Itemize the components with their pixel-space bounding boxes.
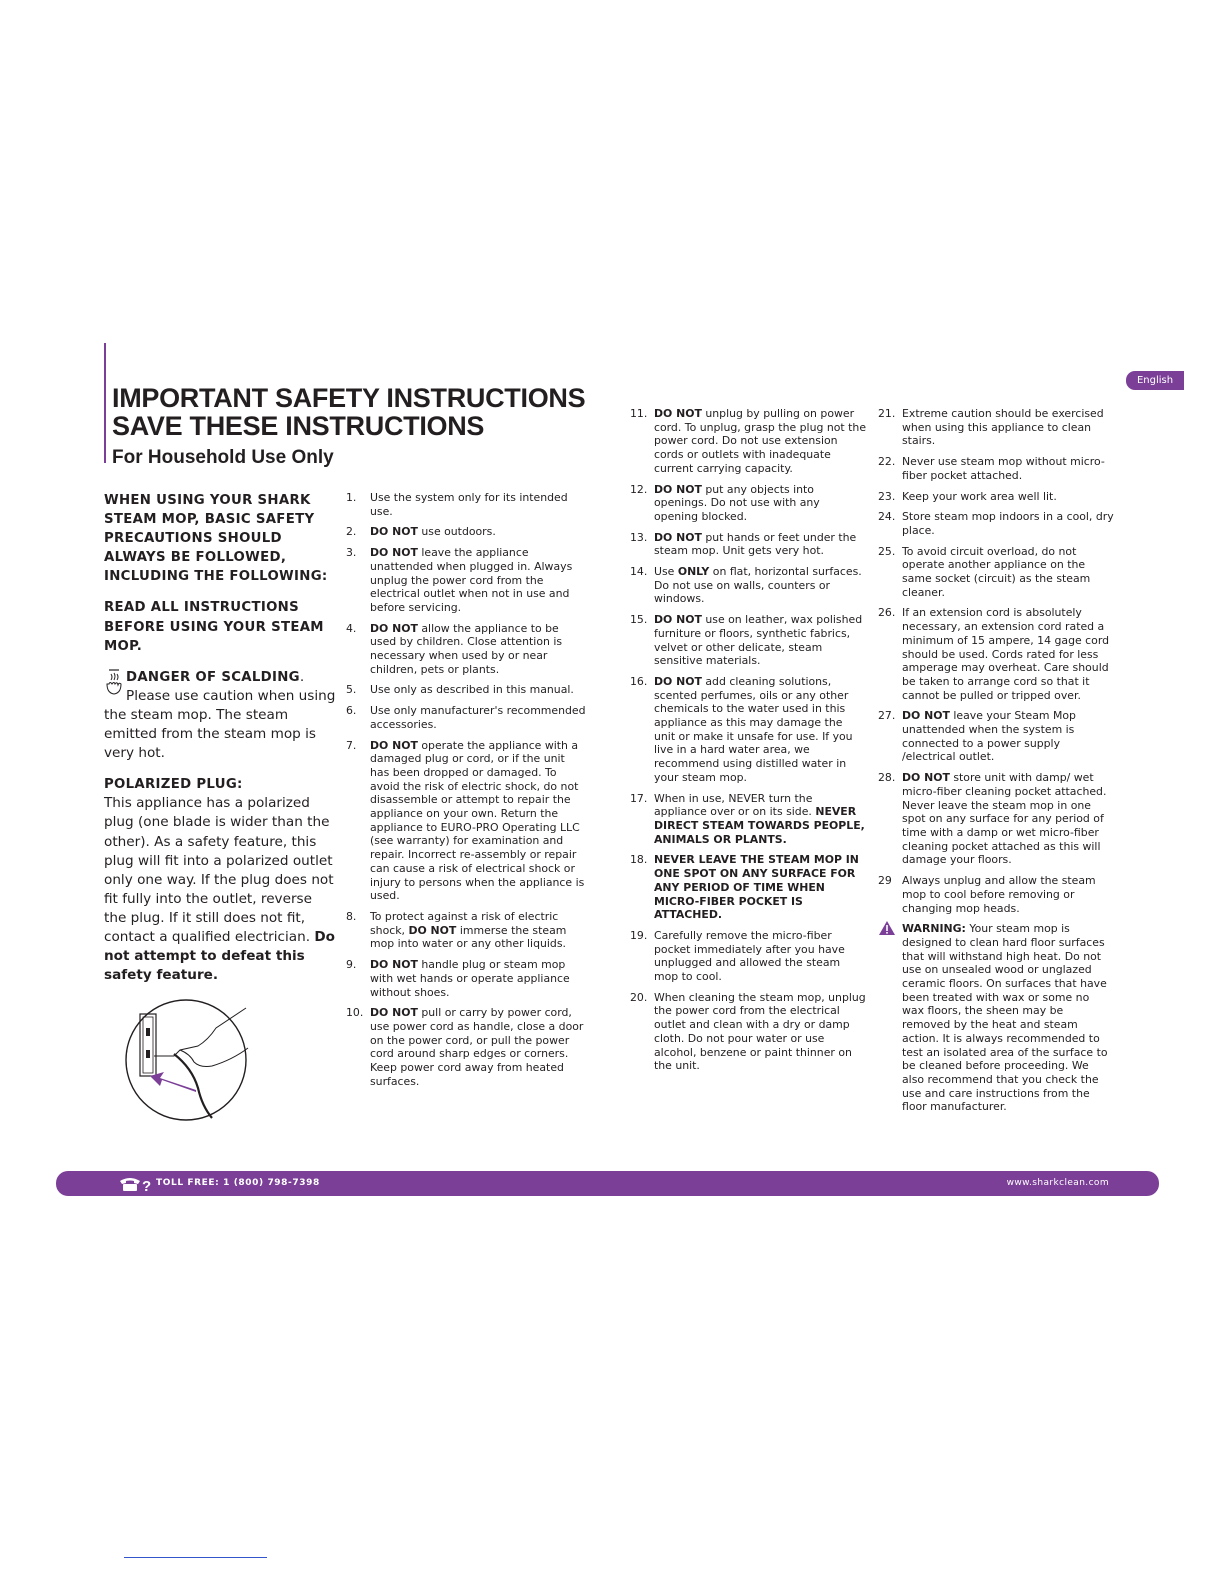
list-item: 29 Always unplug and allow the steam mop to cool before removing or changing mop heads. xyxy=(878,874,1096,915)
list-item: 7. DO NOT operate the appliance with a damaged plug or cord, or if the unit has been dropped or damaged. To avoid the risk of electric shock, do not disassemble or attempt to repair the appliance on your own. Return the appliance to EURO-PRO Operating LLC (see warranty) for examination and repair. Incorrect re-assembly or repair can cause a risk of electrical shock or injury to persons when the appliance is used. xyxy=(346,738,585,903)
intro-heading: WHEN USING YOUR SHARK STEAM MOP, BASIC SAFETY PRECAUTIONS SHOULD ALWAYS BE FOLLOWED, INCLUDING THE FOLLOWING: xyxy=(104,493,328,585)
list-item: 12. DO NOT put any objects into openings. Do not use with any opening blocked. xyxy=(630,482,820,523)
list-item: 11. DO NOT unplug by pulling on power cord. To unplug, grasp the plug not the power cord. Do not use extension cords or outlets with inadequate current carrying capacity. xyxy=(630,407,867,475)
instructions-column-1 xyxy=(346,491,586,1095)
list-item: 17. When in use, NEVER turn the appliance over or on its side. NEVER DIRECT STEAM TOWARDS PEOPLE, ANIMALS OR PLANTS. xyxy=(630,791,865,846)
polarized-plug-text: This appliance has a polarized plug (one blade is wider than the other). As a safety feature, this plug will fit into a polarized outlet only one way. If the plug does not fit fully into the outlet, reverse the plug. If it still does not fit, contact a qualified electrician. xyxy=(104,795,334,945)
list-item: 20. When cleaning the steam mop, unplug the power cord from the electrical outlet and clean with a dry or damp cloth. Do not pour water or use alcohol, benzene or paint thinner on the unit. xyxy=(630,990,866,1073)
steam-hand-icon xyxy=(104,668,124,696)
title-accent-bar xyxy=(104,343,106,463)
language-tab[interactable]: English xyxy=(1126,371,1184,390)
list-item: 1. Use the system only for its intended use. xyxy=(346,491,568,518)
danger-title-period: . xyxy=(299,668,305,685)
danger-text: Please use caution when using the steam mop. The steam emitted from the steam mop is very hot. xyxy=(104,687,336,762)
danger-paragraph xyxy=(104,668,336,763)
footer-bar xyxy=(56,1171,1159,1196)
instructions-column-2 xyxy=(630,407,866,1080)
instructions-column-3 xyxy=(878,407,1114,1121)
read-instructions-heading: READ ALL INSTRUCTIONS BEFORE USING YOUR STEAM MOP. xyxy=(104,600,324,654)
danger-title: DANGER OF SCALDING xyxy=(126,669,300,685)
warning-block xyxy=(878,922,1114,1114)
list-item: 19. Carefully remove the micro-fiber pocket immediately after you have unplugged and allowed the steam mop to cool. xyxy=(630,928,845,984)
list-item: 23. Keep your work area well lit. xyxy=(878,489,1057,503)
page-subtitle: For Household Use Only xyxy=(112,447,334,468)
list-item: 24. Store steam mop indoors in a cool, dry place. xyxy=(878,510,1114,537)
plug-outlet-illustration xyxy=(120,998,252,1122)
list-item: 18. NEVER LEAVE THE STEAM MOP IN ONE SPOT ON ANY SURFACE FOR ANY PERIOD OF TIME WHEN MICRO-FIBER POCKET IS ATTACHED. xyxy=(630,853,859,922)
svg-text:?: ? xyxy=(142,1178,152,1193)
phone-question-icon xyxy=(118,1175,152,1193)
list-item: 14. Use ONLY on flat, horizontal surfaces. Do not use on walls, counters or windows. xyxy=(630,565,862,606)
polarized-plug-warning: Do not attempt to defeat this safety feature. xyxy=(104,928,335,984)
page-link-underline xyxy=(124,1557,267,1558)
list-item: 27. DO NOT leave your Steam Mop unattended when the system is connected to a power supply /electrical outlet. xyxy=(878,709,1076,764)
list-item: 3. DO NOT leave the appliance unattended when plugged in. Always unplug the power cord from the electrical outlet when not in use and before servicing. xyxy=(346,546,573,614)
list-item: 26. If an extension cord is absolutely necessary, an extension cord rated a minimum of 15 ampere, 14 gage cord should be used. Cords rated for less amperage may overheat. Care should be taken to arrange cord so that it cannot be pulled or tripped over. xyxy=(878,606,1110,702)
list-item: 25. To avoid circuit overload, do not operate another appliance on the same socket (circuit) as the steam cleaner. xyxy=(878,544,1091,599)
title-block xyxy=(112,384,632,470)
list-item: 10. DO NOT pull or carry by power cord, use power cord as handle, close a door on the power cord, or pull the power cord around sharp edges or corners. Keep power cord away from heated surfaces. xyxy=(346,1006,584,1088)
list-item: 5. Use only as described in this manual. xyxy=(346,683,574,697)
list-item: 16. DO NOT add cleaning solutions, scented perfumes, oils or any other chemicals to the water used in this appliance as this may damage the unit or make it unsafe for use. If you live in a hard water area, we recommend using distilled water in your steam mop. xyxy=(630,674,853,784)
list-item: 28. DO NOT store unit with damp/ wet micro-fiber cleaning pocket attached. Never leave the steam mop in one spot on any surface for any period of time with a damp or wet micro-fiber cleaning pocket attached as this will damage your floors. xyxy=(878,771,1107,867)
warning-label: WARNING: xyxy=(902,922,966,936)
list-item: 15. DO NOT use on leather, wax polished furniture or floors, synthetic fabrics, velvet or other delicate, steam sensitive materials. xyxy=(630,613,863,668)
list-item: 22. Never use steam mop without micro-fiber pocket attached. xyxy=(878,455,1105,482)
polarized-plug-paragraph xyxy=(104,775,336,985)
list-item: 2. DO NOT use outdoors. xyxy=(346,525,496,539)
website-link[interactable]: www.sharkclean.com xyxy=(1006,1178,1109,1188)
page-title: IMPORTANT SAFETY INSTRUCTIONS xyxy=(112,383,586,413)
list-item: 8. To protect against a risk of electric shock, DO NOT immerse the steam mop into water or any other liquids. xyxy=(346,909,567,951)
polarized-plug-heading: POLARIZED PLUG: xyxy=(104,777,243,793)
list-item: 9. DO NOT handle plug or steam mop with wet hands or operate appliance without shoes. xyxy=(346,958,570,999)
page-title-secondary: SAVE THESE INSTRUCTIONS xyxy=(112,411,485,441)
list-item: 13. DO NOT put hands or feet under the steam mop. Unit gets very hot. xyxy=(630,530,857,558)
warning-triangle-icon xyxy=(878,920,896,936)
list-item: 21. Extreme caution should be exercised when using this appliance to clean stairs. xyxy=(878,407,1104,448)
list-item: 4. DO NOT allow the appliance to be used by children. Close attention is necessary when used by or near children, pets or plants. xyxy=(346,621,563,676)
warning-text: Your steam mop is designed to clean hard floor surfaces that will withstand high heat. Do not use on unsealed wood or unglazed ceramic floors. On surfaces that have been treated with wax or some no wax floors, the sheen may be removed by the heat and steam action. It is always recommended to test an isolated area of the surface to be cleaned before proceeding. We also recommend that you check the use and care instructions from the floor manufacturer. xyxy=(902,922,1108,1114)
list-item: 6. Use only manufacturer's recommended accessories. xyxy=(346,704,586,731)
intro-column xyxy=(104,491,336,994)
toll-free-number[interactable]: TOLL FREE: 1 (800) 798-7398 xyxy=(156,1178,320,1188)
